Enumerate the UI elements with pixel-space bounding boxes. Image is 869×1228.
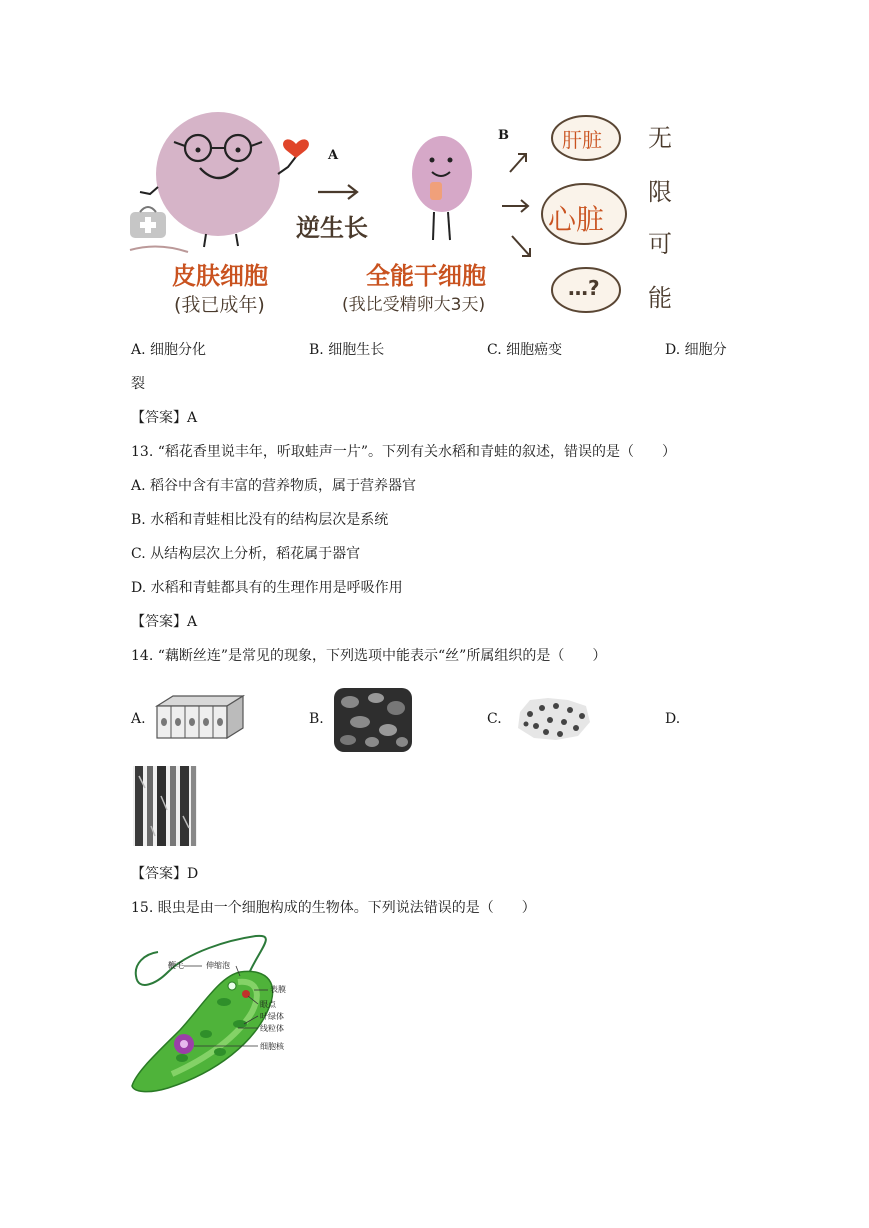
q12-option-b: B. 细胞生长 [309,342,385,358]
q13-option-a: A. 稻谷中含有丰富的营养物质，属于营养器官 [131,478,417,494]
q15-stem: 15. 眼虫是由一个细胞构成的生物体。下列说法错误的是（ ） [131,900,536,916]
euglena-diagram [128,932,300,1098]
q13-option-c: C. 从结构层次上分析，稻花属于器官 [131,546,361,562]
nerve-like-tissue-image [512,692,594,744]
label-mitochondria: 线粒体 [260,1024,284,1033]
skin-cell-title: 皮肤细胞 [172,262,268,290]
organ-liver-text: 肝脏 [562,128,602,152]
q12-option-a: A. 细胞分化 [131,342,207,358]
label-pellicle: 表膜 [270,985,286,994]
q14-option-b-label: B. [309,711,324,727]
connective-tissue-image [330,684,416,756]
side-text-4: 能 [648,284,672,312]
q12-answer: 【答案】A [131,410,198,426]
q13-option-d: D. 水稻和青蛙都具有的生理作用是呼吸作用 [131,580,403,596]
label-chloroplast: 叶绿体 [260,1012,284,1021]
label-contractile-vacuole: 伸缩泡 [206,961,230,970]
stem-cell-subtitle: (我比受精卵大3天) [342,295,486,315]
heart-icon [283,139,309,158]
organ-unknown-text: …? [568,276,600,300]
q14-stem: 14. “藕断丝连”是常见的现象，下列选项中能表示“丝”所属组织的是（ ） [131,648,607,664]
label-nucleus: 细胞核 [260,1042,284,1051]
baby-bottle-icon [430,182,442,200]
side-text-3: 可 [648,230,672,258]
q12-label-a: A [328,148,339,163]
q12-label-b: B [498,128,509,143]
stem-cell-title: 全能干细胞 [366,262,486,290]
q13-option-b: B. 水稻和青蛙相比没有的结构层次是系统 [131,512,389,528]
vascular-tissue-image [133,766,197,846]
q14-answer: 【答案】D [131,866,199,882]
skin-cell-body [156,112,280,236]
side-text-1: 无 [648,124,672,152]
epithelial-tissue-image [147,692,247,744]
q14-option-d-label: D. [665,711,681,727]
label-flagellum: 鞭毛 [168,961,184,970]
q12-option-c: C. 细胞癌变 [487,342,563,358]
q14-option-c-label: C. [487,711,502,727]
stem-cell-body [412,136,472,212]
q12-option-d: D. 细胞分 [665,342,727,358]
organ-heart-text: 心脏 [548,203,605,236]
q12-figure [128,112,688,322]
skin-cell-subtitle: (我已成年) [174,294,265,316]
reverse-growth-text: 逆生长 [296,214,368,242]
q13-answer: 【答案】A [131,614,198,630]
q14-option-a-label: A. [131,711,146,727]
q13-stem: 13. “稻花香里说丰年，听取蛙声一片”。下列有关水稻和青蛙的叙述，错误的是（ ） [131,444,677,460]
side-text-2: 限 [648,178,672,206]
q12-option-wrap: 裂 [131,376,145,392]
label-eyespot: 眼点 [260,1000,276,1009]
